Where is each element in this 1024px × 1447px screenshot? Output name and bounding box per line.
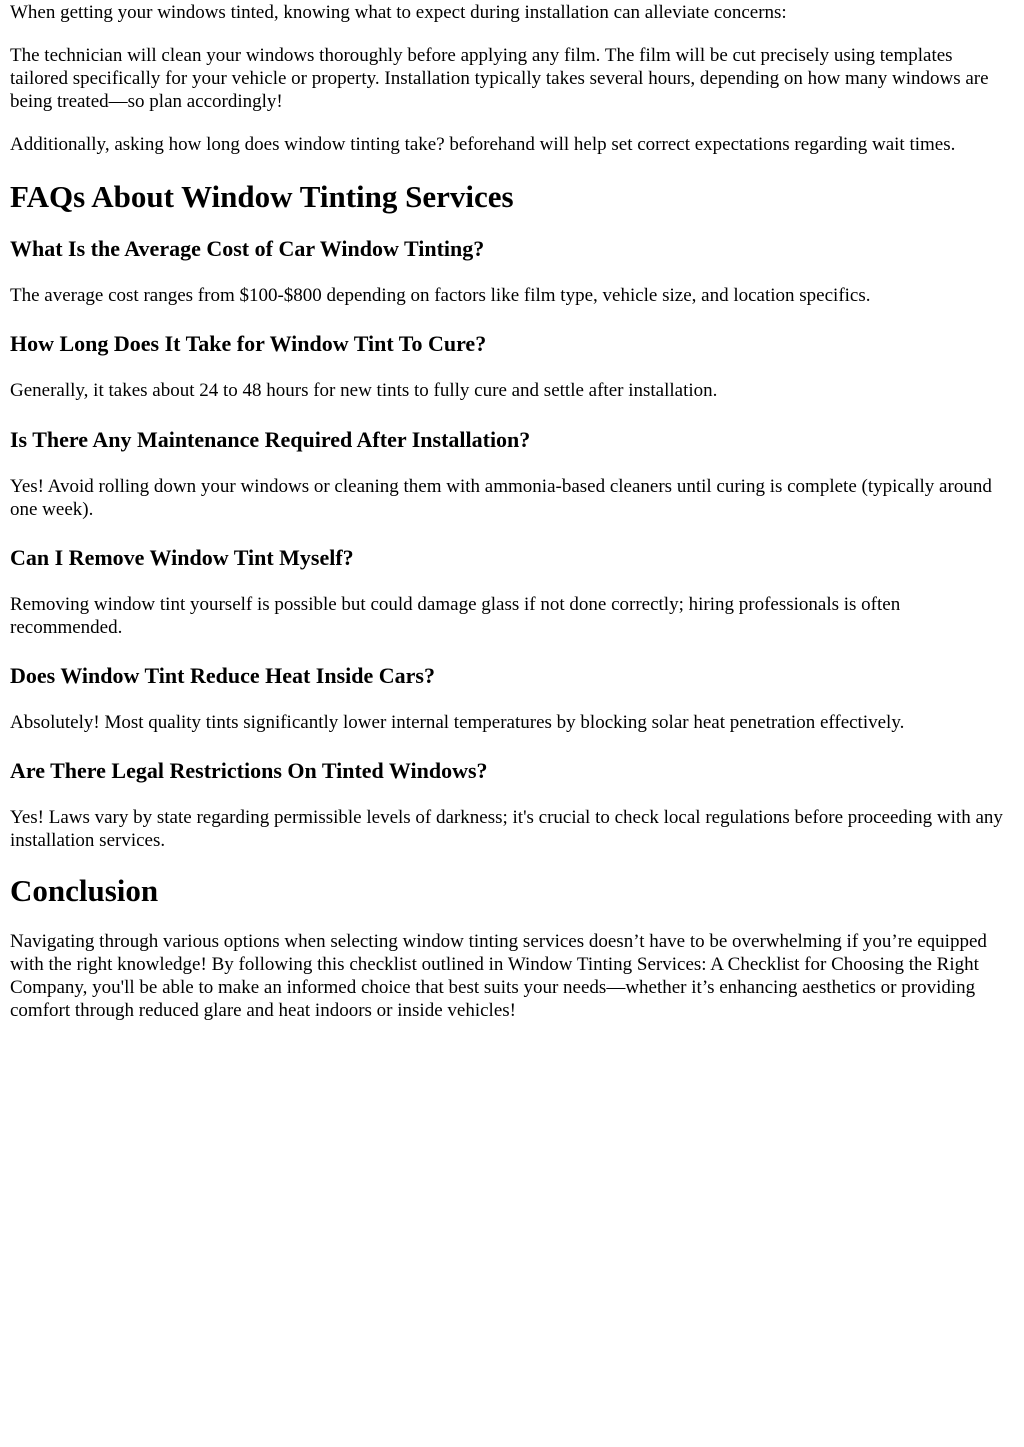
faq-question-5: Does Window Tint Reduce Heat Inside Cars? bbox=[10, 663, 435, 688]
faq-answer-6: Yes! Laws vary by state regarding permissible levels of darkness; it's crucial to check local regulations before proceeding with any installation services. bbox=[10, 807, 1003, 851]
faq-question-6: Are There Legal Restrictions On Tinted Windows? bbox=[10, 758, 488, 783]
intro-paragraph-3: Additionally, asking how long does window tinting take? beforehand will help set correct expectations regarding wait times. bbox=[10, 134, 956, 155]
conclusion-text: Navigating through various options when selecting window tinting services doesn’t have to be overwhelming if you’re equipped with the right knowledge! By following this checklist outlined in Window Tinting Services: A Checklist for Choosing the Right Company, you'll be able to make an informed choice that best suits your needs—whether it’s enhancing aesthetics or providing comfort through reduced glare and heat indoors or inside vehicles! bbox=[10, 931, 987, 1021]
faq-answer-1: The average cost ranges from $100-$800 depending on factors like film type, vehicle size, and location specifics. bbox=[10, 285, 871, 306]
conclusion-heading: Conclusion bbox=[10, 873, 159, 908]
faq-question-2: How Long Does It Take for Window Tint To Cure? bbox=[10, 331, 487, 356]
faq-answer-3: Yes! Avoid rolling down your windows or cleaning them with ammonia-based cleaners until curing is complete (typically around one week). bbox=[10, 476, 992, 520]
document-page bbox=[0, 1, 1024, 1022]
faq-answer-2: Generally, it takes about 24 to 48 hours for new tints to fully cure and settle after installation. bbox=[10, 380, 718, 401]
faq-answer-4: Removing window tint yourself is possible but could damage glass if not done correctly; hiring professionals is often recommended. bbox=[10, 594, 901, 638]
faq-question-3: Is There Any Maintenance Required After Installation? bbox=[10, 427, 531, 452]
intro-paragraph-2: The technician will clean your windows thoroughly before applying any film. The film will be cut precisely using templates tailored specifically for your vehicle or property. Installation typically takes several hours, depending on how many windows are being treated—so plan accordingly! bbox=[10, 45, 989, 112]
faq-question-4: Can I Remove Window Tint Myself? bbox=[10, 545, 354, 570]
faq-question-1: What Is the Average Cost of Car Window Tinting? bbox=[10, 236, 485, 261]
faq-answer-5: Absolutely! Most quality tints significantly lower internal temperatures by blocking solar heat penetration effectively. bbox=[10, 712, 905, 733]
intro-paragraph-1: When getting your windows tinted, knowing what to expect during installation can alleviate concerns: bbox=[10, 2, 787, 23]
faq-heading: FAQs About Window Tinting Services bbox=[10, 179, 514, 214]
